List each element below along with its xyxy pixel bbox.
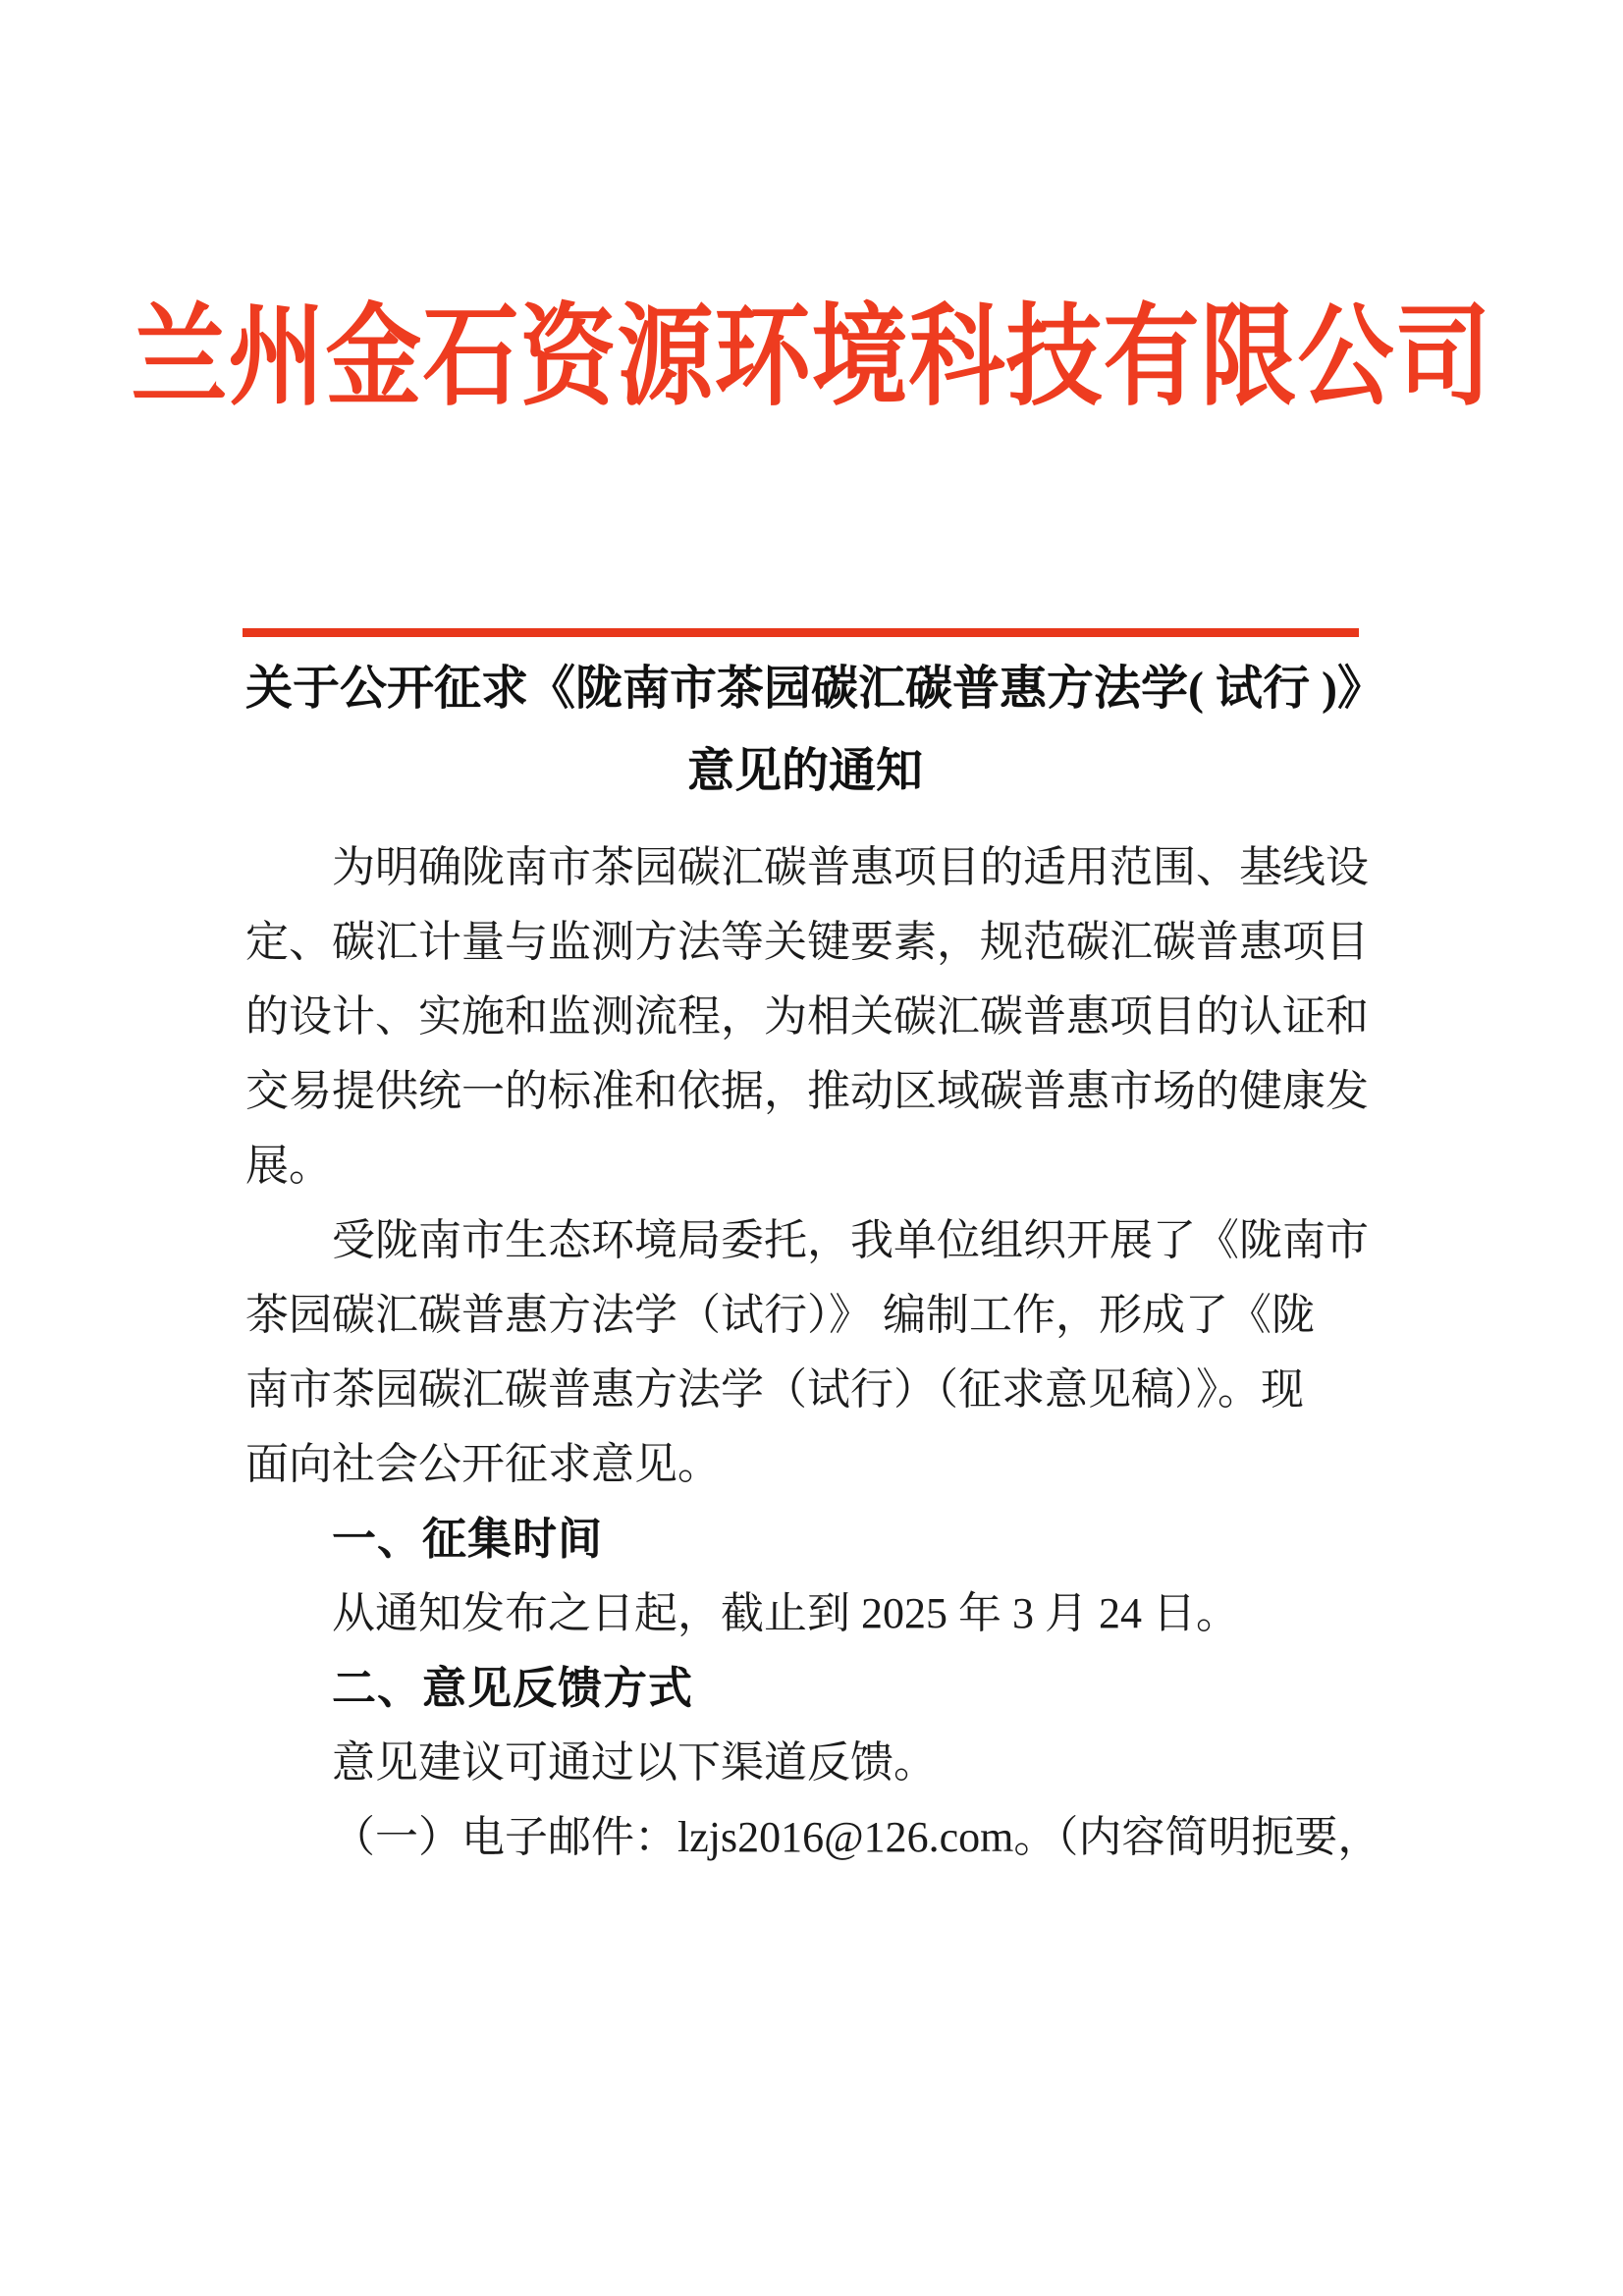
body-line: 定、碳汇计量与监测方法等关键要素，规范碳汇碳普惠项目 — [245, 918, 1369, 966]
body-line-deadline: 从通知发布之日起，截止到 2025 年 3 月 24 日。 — [332, 1589, 1239, 1637]
letterhead-divider-rule — [243, 628, 1359, 637]
section-heading-feedback-method: 二、意见反馈方式 — [332, 1663, 694, 1713]
body-line-email: （一）电子邮件：lzjs2016@126.com。（内容简明扼要， — [332, 1813, 1381, 1861]
document-title-line1: 关于公开征求《陇南市茶园碳汇碳普惠方法学( 试行 )》 — [245, 663, 1384, 715]
body-line: 意见建议可通过以下渠道反馈。 — [332, 1738, 937, 1787]
body-line: 为明确陇南市茶园碳汇碳普惠项目的适用范围、基线设 — [332, 843, 1369, 891]
body-line: 南市茶园碳汇碳普惠方法学（试行）（征求意见稿）》。现 — [245, 1365, 1304, 1414]
body-line: 的设计、实施和监测流程，为相关碳汇碳普惠项目的认证和 — [245, 992, 1369, 1041]
body-line: 受陇南市生态环境局委托，我单位组织开展了《陇南市 — [332, 1216, 1369, 1264]
body-line: 展。 — [245, 1142, 332, 1190]
body-line: 茶园碳汇碳普惠方法学（试行）》 编制工作，形成了《陇 — [245, 1291, 1315, 1339]
body-line: 面向社会公开征求意见。 — [245, 1440, 721, 1488]
section-heading-collection-time: 一、征集时间 — [332, 1514, 604, 1564]
notice-body — [245, 830, 1384, 1875]
body-line: 交易提供统一的标准和依据，推动区域碳普惠市场的健康发 — [245, 1067, 1369, 1115]
document-title-line2: 意见的通知 — [686, 745, 923, 797]
company-letterhead: 兰州金石资源环境科技有限公司 — [131, 296, 1492, 420]
document-title — [245, 648, 1384, 813]
